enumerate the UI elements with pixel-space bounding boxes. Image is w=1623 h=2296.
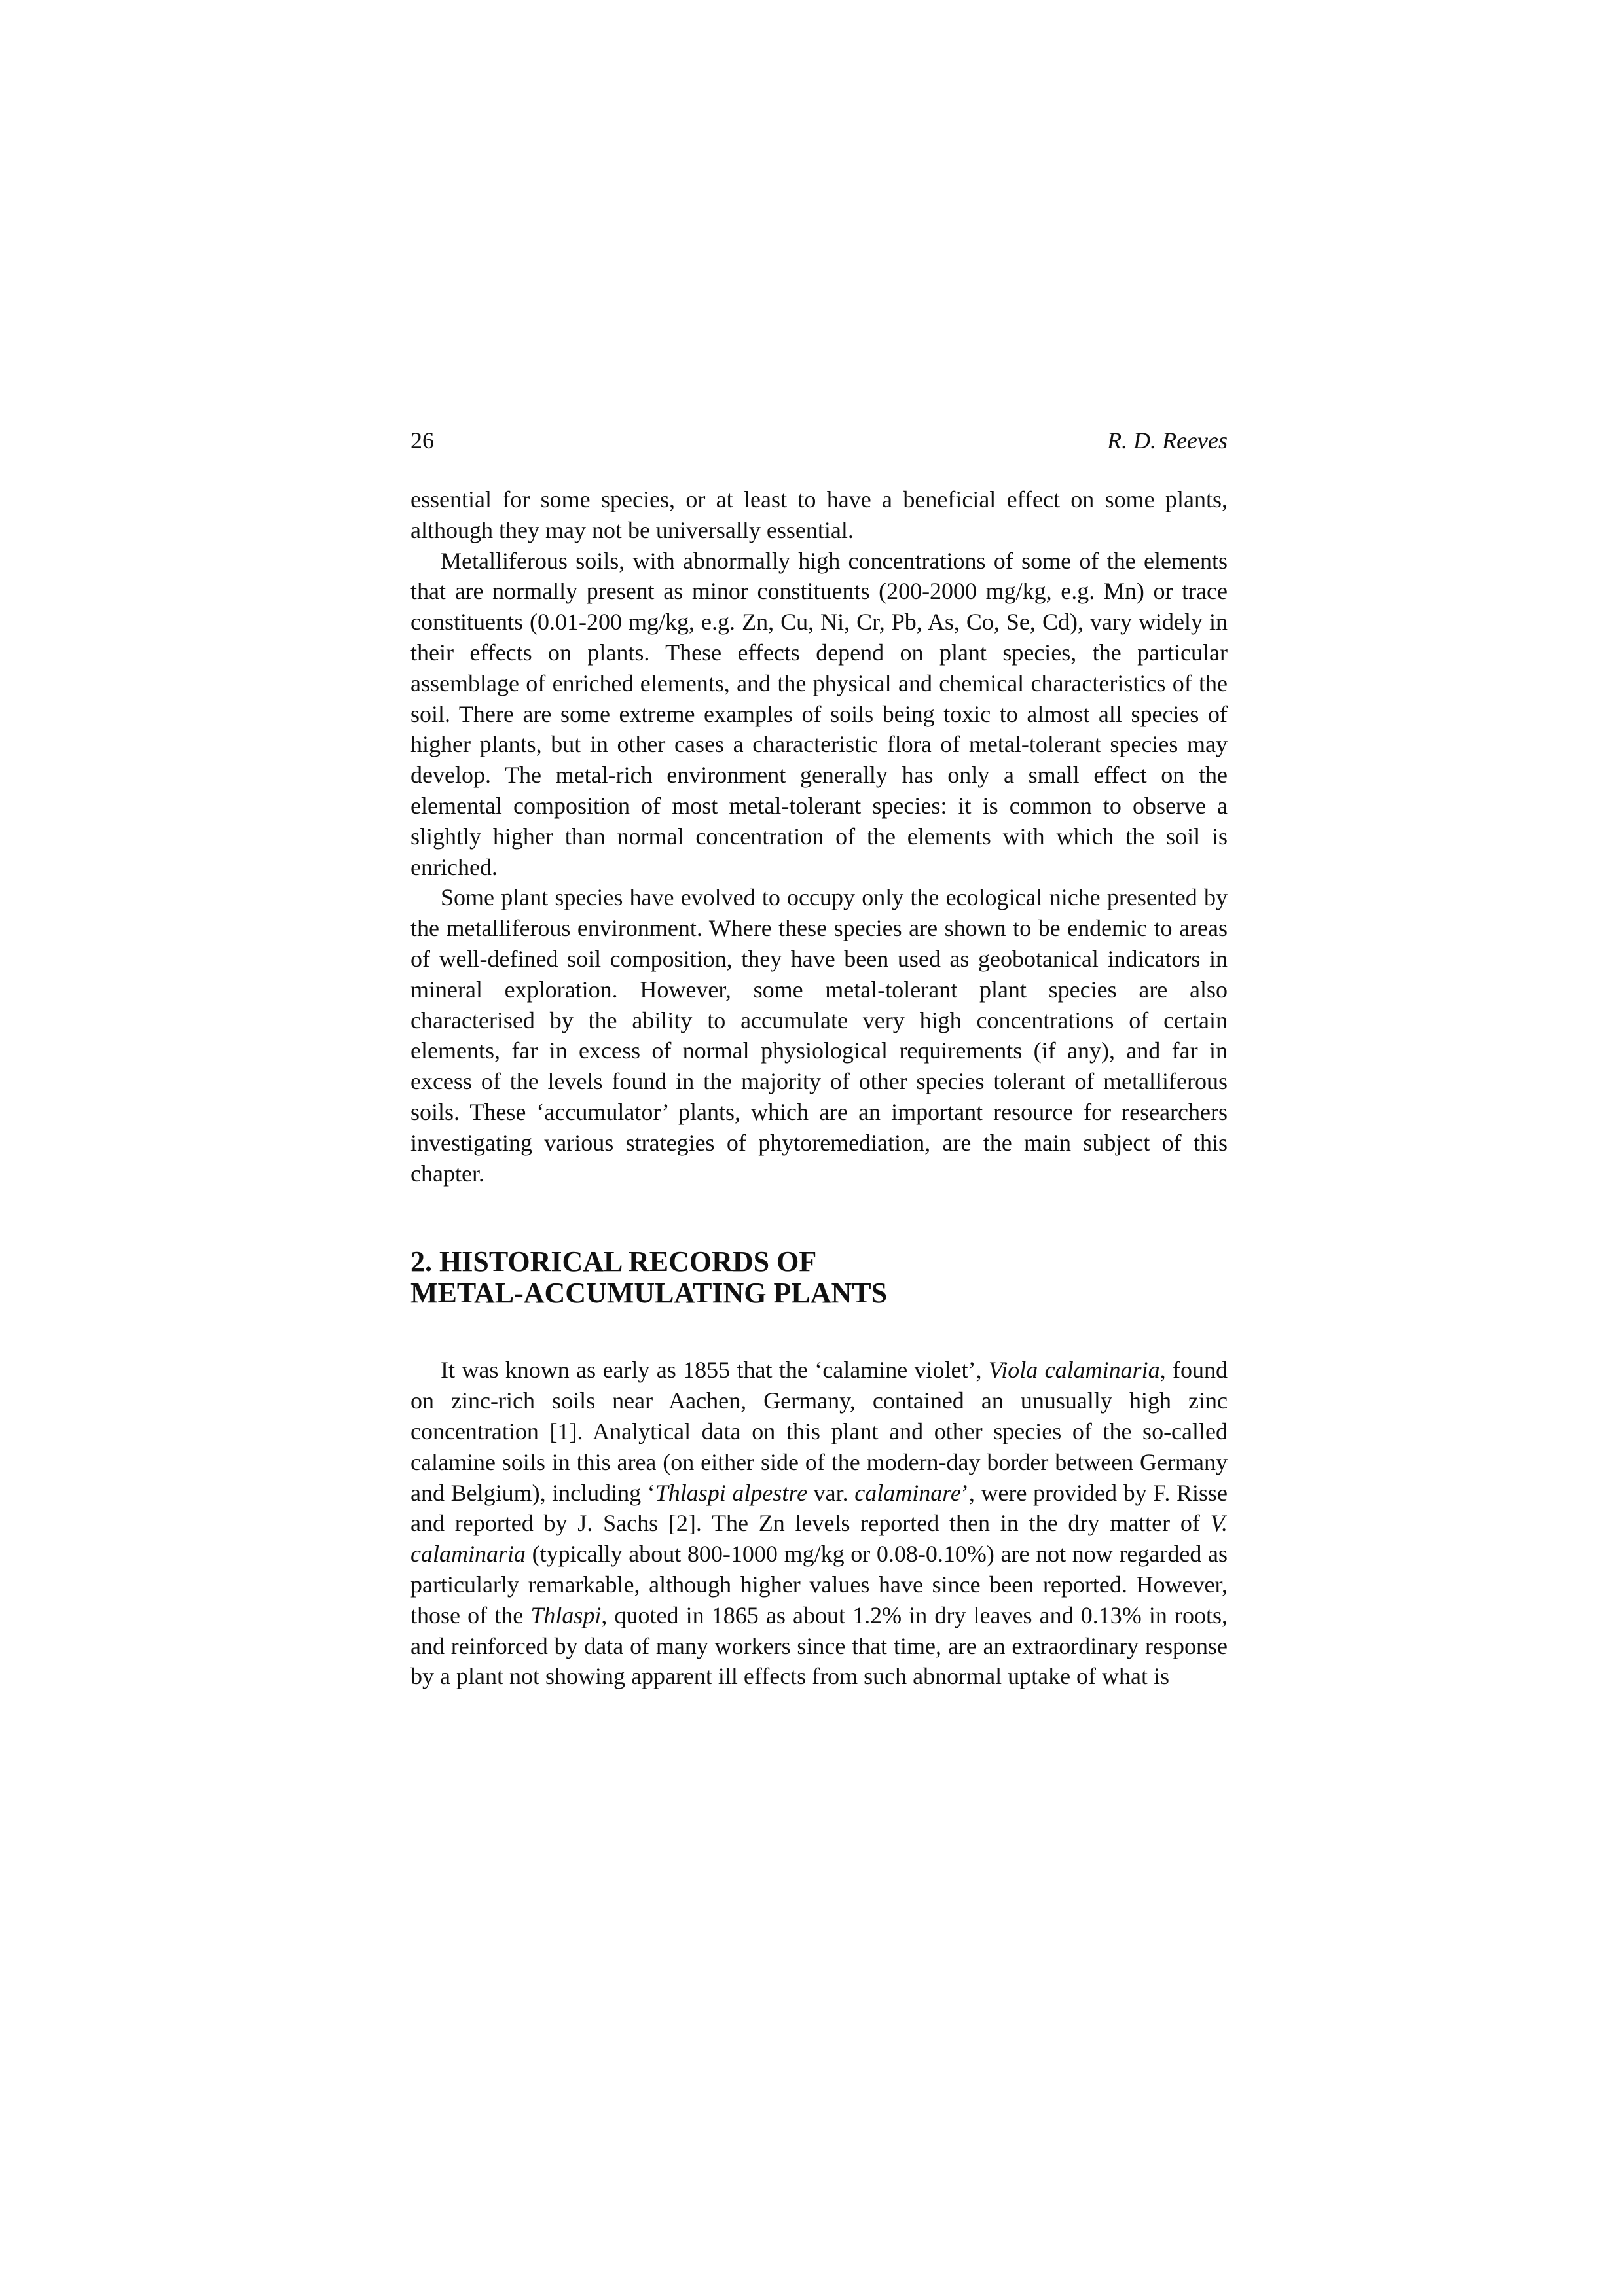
text-run: , found on zinc-rich soils near Aachen, Germany, contained an unusually high zinc concentration [1]. Analytical data on this plant and other species of the so-called calamine soils in this area (on either side of the modern-day border between Germany and Belgium), including ‘ [410, 1357, 1228, 1506]
running-head-author: R. D. Reeves [1107, 427, 1228, 454]
section-heading-line-1: 2. HISTORICAL RECORDS OF [410, 1246, 817, 1278]
paragraph-continuation: essential for some species, or at least to have a beneficial effect on some plants, although they may not be universally essential. [410, 486, 1228, 543]
species-name-thlaspi-alpestre: Thlaspi alpestre [655, 1479, 808, 1506]
text-run: var. [807, 1479, 855, 1506]
species-name-viola: Viola calaminaria [988, 1357, 1160, 1384]
section-heading [410, 1246, 1228, 1309]
text-run: It was known as early as 1855 that the ‘calamine violet’, [441, 1357, 989, 1384]
species-name-v-calaminaria: V. calaminaria [410, 1510, 1228, 1568]
text-run: ’, were provided by F. Risse and reported by J. Sachs [2]. The Zn levels reported then in the dry matter of [410, 1479, 1228, 1537]
text-run: , quoted in 1865 as about 1.2% in dry leaves and 0.13% in roots, and reinforced by data of many workers since that time, are an extraordinary response by a plant not showing apparent ill effects from such abnormal uptake of what is [410, 1602, 1228, 1690]
running-head [410, 425, 1228, 456]
page-number: 26 [410, 427, 434, 454]
section-heading-line-2: METAL-ACCUMULATING PLANTS [410, 1277, 888, 1310]
text-run: (typically about 800-1000 mg/kg or 0.08-0.10%) are not now regarded as particularly remarkable, although higher values have since been reported. However, those of the [410, 1541, 1228, 1628]
paragraph-endemic-species: Some plant species have evolved to occupy only the ecological niche presented by the metalliferous environment. Where these species are shown to be endemic to areas of well-defined soil composition, they have been used as geobotanical indicators in mineral exploration. However, some metal-tolerant plant species are also characterised by the ability to accumulate very high concentrations of certain elements, far in excess of normal physiological requirements (if any), and far in excess of the levels found in the majority of other species tolerant of metalliferous soils. These ‘accumulator’ plants, which are an important resource for researchers investigating various strategies of phytoremediation, are the main subject of this chapter. [410, 884, 1228, 1187]
paragraph-historical-records [410, 1355, 1228, 1692]
variety-name-calaminare: calaminare [854, 1479, 961, 1506]
page [410, 425, 1228, 1692]
paragraph-metalliferous-soils: Metalliferous soils, with abnormally high concentrations of some of the elements that are normally present as minor constituents (200-2000 mg/kg, e.g. Mn) or trace constituents (0.01-200 mg/kg, e.g. Zn, Cu, Ni, Cr, Pb, As, Co, Se, Cd), vary widely in their effects on plants. These effects depend on plant species, the particular assemblage of enriched elements, and the physical and chemical characteristics of the soil. There are some extreme examples of soils being toxic to almost all species of higher plants, but in other cases a characteristic flora of metal-tolerant species may develop. The metal-rich environment generally has only a small effect on the elemental composition of most metal-tolerant species: it is common to observe a slightly higher than normal concentration of the elements with which the soil is enriched. [410, 547, 1228, 880]
genus-name-thlaspi: Thlaspi [530, 1602, 602, 1628]
